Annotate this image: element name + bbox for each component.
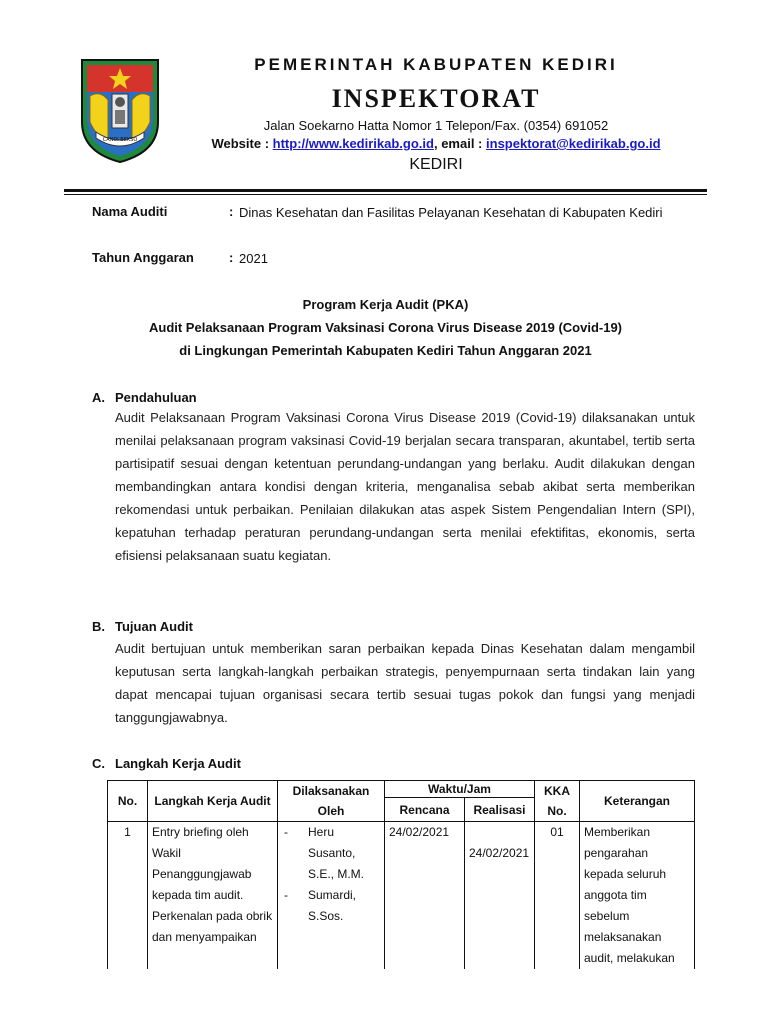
year-colon: : <box>229 250 234 265</box>
header-rencana: Rencana <box>385 798 465 822</box>
section-b-title: Tujuan Audit <box>115 619 193 634</box>
section-b-body: Audit bertujuan untuk memberikan saran perbaikan kepada Dinas Kesehatan dalam mengambil keputusan serta langkah-langkah perbaikan strategis, penyempurnaan serta tindakan lain yang dapat mencapai tujuan organisasi secara tertib sesuai tugas pokok dan fungsi yang menjadi tanggungjawabnya. <box>115 641 695 725</box>
office-city: KEDIRI <box>409 156 463 173</box>
audit-steps-table <box>107 780 695 969</box>
cell-oleh <box>278 822 385 970</box>
year-value: 2021 <box>239 251 268 266</box>
letterhead-rule-thin <box>64 194 707 195</box>
section-c-title: Langkah Kerja Audit <box>115 756 241 771</box>
header-kka: KKA No. <box>535 781 580 822</box>
email-link[interactable]: inspektorat@kedirikab.go.id <box>486 136 661 151</box>
executor-item: - Sumardi, S.Sos. <box>282 885 380 927</box>
svg-text:CANDI BEKSO: CANDI BEKSO <box>102 137 138 143</box>
cell-rencana: 24/02/2021 <box>385 822 465 970</box>
executor-list <box>282 822 380 927</box>
section-a-title: Pendahuluan <box>115 390 197 405</box>
website-link[interactable]: http://www.kedirikab.go.id <box>272 136 434 151</box>
executor-item: - Heru Susanto, S.E., M.M. <box>282 822 380 885</box>
website-label: Website : <box>211 136 270 151</box>
header-langkah: Langkah Kerja Audit <box>148 781 278 822</box>
section-a-body: Audit Pelaksanaan Program Vaksinasi Corona Virus Disease 2019 (Covid-19) dilaksanakan untuk menilai pelaksanaan program vaksinasi Covid-19 berjalan secara transparan, akuntabel, tertib serta partisipatif sesuai dengan ketentuan perundang-undangan yang berlaku. Audit dilakukan dengan membandingkan antara kondisi dengan kriteria, menganalisa sebab akibat serta memberikan rekomendasi untuk perbaikan. Penilaian dilakukan atas aspek Sistem Pengendalian Intern (SPI), kepatuhan terhadap peraturan perundang-undangan serta menilai efektifitas, ekonomis, serta efisiensi pelaksanaan suatu kegiatan. <box>115 410 695 563</box>
header-no: No. <box>108 781 148 822</box>
auditee-label: Nama Auditi <box>92 204 168 219</box>
section-c-heading <box>92 756 241 771</box>
year-label: Tahun Anggaran <box>92 250 194 265</box>
government-name: PEMERINTAH KABUPATEN KEDIRI <box>254 55 618 74</box>
section-c-letter: C. <box>92 756 105 771</box>
section-a-heading <box>92 390 197 405</box>
cell-keterangan: Memberikan pengarahan kepada seluruh anggota tim sebelum melaksanakan audit, melakukan <box>580 822 695 970</box>
auditee-colon: : <box>229 204 234 219</box>
header-oleh: Dilaksanakan Oleh <box>278 781 385 822</box>
title-line-1: Program Kerja Audit (PKA) <box>302 297 469 312</box>
auditee-value: Dinas Kesehatan dan Fasilitas Pelayanan Kesehatan di Kabupaten Kediri <box>239 205 663 220</box>
office-name: INSPEKTORAT <box>331 84 541 113</box>
table-row <box>108 822 695 970</box>
section-a-letter: A. <box>92 390 105 405</box>
cell-kka: 01 <box>535 822 580 970</box>
office-address: Jalan Soekarno Hatta Nomor 1 Telepon/Fax. (0354) 691052 <box>263 118 609 133</box>
cell-langkah: Entry briefing oleh Wakil Penanggungjawab kepada tim audit. Perkenalan pada obrik dan menyampaikan <box>148 822 278 970</box>
cell-realisasi: 24/02/2021 <box>465 822 535 970</box>
title-line-2: Audit Pelaksanaan Program Vaksinasi Corona Virus Disease 2019 (Covid-19) <box>148 320 622 335</box>
section-b-letter: B. <box>92 619 105 634</box>
cell-no: 1 <box>108 822 148 970</box>
letterhead-rule-thick <box>64 189 707 192</box>
title-line-3: di Lingkungan Pemerintah Kabupaten Kediri Tahun Anggaran 2021 <box>179 343 592 358</box>
section-b-heading <box>92 619 193 634</box>
header-keterangan: Keterangan <box>580 781 695 822</box>
contact-line <box>170 136 702 151</box>
header-waktu: Waktu/Jam <box>385 781 535 798</box>
email-label: , email : <box>433 136 483 151</box>
header-realisasi: Realisasi <box>465 798 535 822</box>
kediri-regency-emblem-icon <box>78 52 162 164</box>
table-header-row <box>108 781 695 798</box>
